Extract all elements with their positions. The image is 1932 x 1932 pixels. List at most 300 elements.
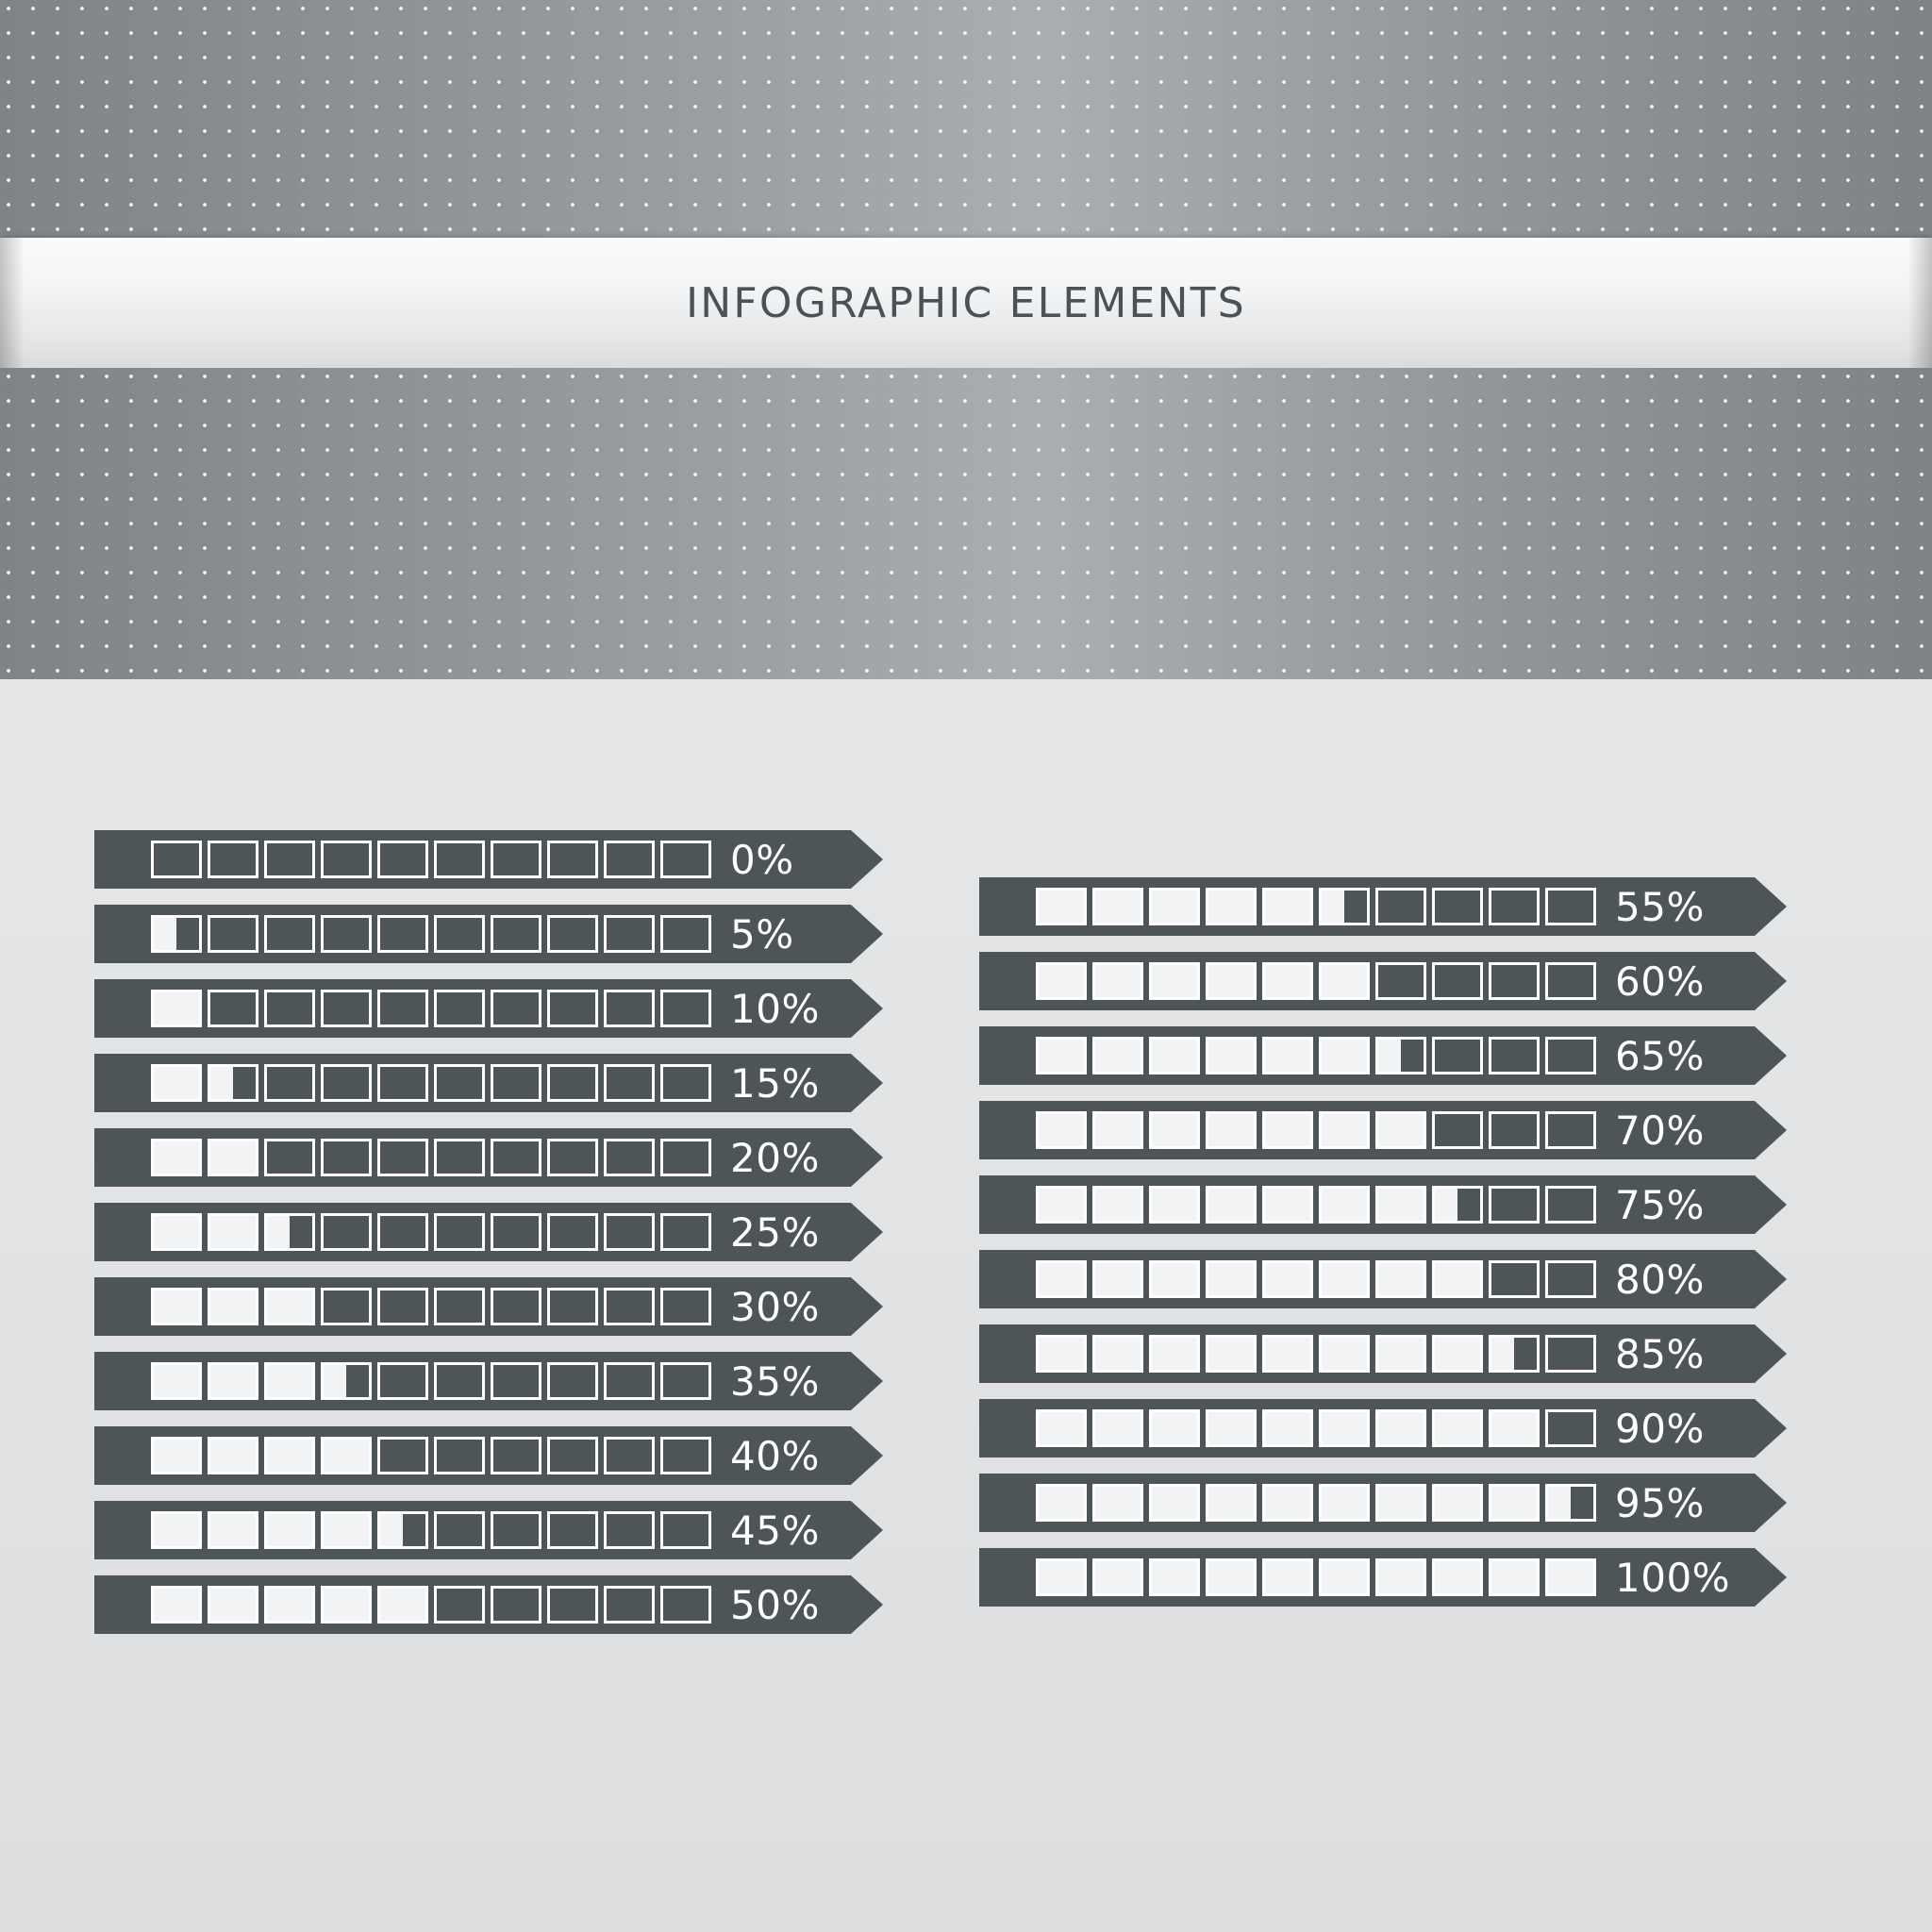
progress-bar-segment-fill [1435,1561,1480,1593]
progress-bar-segment-fill [210,1440,256,1472]
progress-bar-segment [208,1139,258,1176]
progress-bar-segment [1092,1335,1143,1373]
progress-bar-segment [491,1362,541,1400]
progress-bar-segment [1432,962,1483,1000]
progress-bar-segment [264,915,315,953]
progress-bar-segment-fill [1152,891,1197,923]
progress-bar-segment [1432,1409,1483,1447]
progress-bar-segment [1319,1558,1370,1596]
progress-bar-segment [321,1213,372,1251]
progress-bar-segment [547,841,598,878]
progress-bar-segment-fill [1095,1487,1141,1519]
progress-bar-segment [208,1511,258,1549]
progress-bar-segment [1375,1037,1426,1074]
progress-bar-segment [547,1139,598,1176]
progress-bar-segment [208,841,258,878]
progress-bar-segment-fill [1378,1561,1424,1593]
progress-bar-segment [1262,1558,1313,1596]
progress-bar-segment-fill [267,1216,290,1248]
progress-bar-segment [660,1064,711,1102]
progress-bar-segments [151,1139,711,1176]
progress-bar-segment [264,1288,315,1325]
progress-bar-segment [1206,1111,1257,1149]
progress-bar-segment [1545,1484,1596,1522]
progress-bar-segment [604,841,655,878]
progress-bar-segment-fill [1152,965,1197,997]
progress-bar-segment [321,1586,372,1624]
progress-bar-segment [377,990,428,1027]
progress-bar-value-label: 65% [1615,1032,1705,1079]
progress-bar-segment-fill [1208,1189,1254,1221]
progress-bar-segment [208,1288,258,1325]
progress-bar-segment [151,1437,202,1474]
progress-bar-segment [604,1511,655,1549]
progress-bar-segment [1092,962,1143,1000]
progress-bar-value-label: 70% [1615,1107,1705,1154]
progress-bar-segment [1262,888,1313,925]
progress-bar-segment [1489,1260,1540,1298]
progress-bar-arrow-tip [1755,1324,1787,1383]
progress-bar-segment [1432,888,1483,925]
progress-bar-segment-fill [1265,1189,1310,1221]
progress-bar-segment [321,1511,372,1549]
progress-bar-value-label: 90% [1615,1405,1705,1452]
progress-bar-segment [491,1586,541,1624]
progress-bar-segment [434,990,485,1027]
progress-bar-segment [491,1437,541,1474]
progress-bar-value-label: 0% [730,836,794,883]
progress-bar-segment [1149,1186,1200,1224]
progress-bar-arrow-tip [1755,1474,1787,1532]
progress-bar-segment [264,1139,315,1176]
progress-bar-segment [1036,1037,1087,1074]
progress-bar-segment-fill [1378,1412,1424,1444]
progress-bar-segment-fill [154,1440,199,1472]
progress-bar-value-label: 100% [1615,1554,1731,1601]
progress-bar-segment [660,915,711,953]
progress-bar-value-label: 15% [730,1059,820,1107]
progress-bar-segments [1036,1037,1596,1074]
progress-bar-segment [377,1437,428,1474]
progress-bar-segment [604,1139,655,1176]
progress-bar-arrow-tip [1755,1026,1787,1085]
progress-bar-segment-fill [1378,1189,1424,1221]
progress-bar-segment-fill [1208,1561,1254,1593]
progress-bar-segment [434,841,485,878]
progress-bar-segment [264,1362,315,1400]
progress-bar-segment [547,915,598,953]
progress-bar-segment [1489,888,1540,925]
progress-bar-segment [660,1288,711,1325]
progress-bar-segment [491,1064,541,1102]
progress-bar-segment [1375,1409,1426,1447]
progress-bar-segment [1149,1558,1200,1596]
progress-bar-segment-fill [1208,965,1254,997]
progress-bar-segment [1375,1260,1426,1298]
progress-bar-segment [434,1362,485,1400]
progress-bar-segment-fill [210,1589,256,1621]
progress-bar-segment-fill [154,1514,199,1546]
progress-bar-segment-fill [1491,1561,1537,1593]
progress-bar-segment [1092,1186,1143,1224]
progress-bar-value-label: 20% [730,1134,820,1181]
progress-bar-segment [1149,962,1200,1000]
progress-bar-segment [1489,1409,1540,1447]
progress-bar-segment [604,1213,655,1251]
progress-bar-segment [1319,1484,1370,1522]
progress-bar-segment [377,1139,428,1176]
progress-bar-segment [1149,1111,1200,1149]
progress-bar-segment-fill [267,1291,312,1323]
progress-bar-segment [264,1213,315,1251]
progress-bar-segments [1036,1409,1596,1447]
header-dot-pattern-bottom [0,368,1932,679]
progress-bar-segment [434,1288,485,1325]
progress-bar-arrow-tip [851,1203,883,1261]
progress-bar-segment-fill [1039,1412,1084,1444]
progress-bar-segment [1036,962,1087,1000]
progress-bar-segment [264,841,315,878]
progress-bar-segment [1545,1558,1596,1596]
progress-bar-segment [434,1511,485,1549]
progress-bar-segment [604,1064,655,1102]
progress-bar-segment [208,1437,258,1474]
progress-bar-segment-fill [210,1365,256,1397]
progress-bar-segment [321,1064,372,1102]
progress-bar-segment [321,990,372,1027]
progress-bar-segment [208,990,258,1027]
progress-bar-segment-fill [1265,1114,1310,1146]
progress-bar-arrow-tip [1755,952,1787,1010]
progress-bar-segment-fill [267,1514,312,1546]
progress-bar-segment [1262,1186,1313,1224]
progress-bar-segment-fill [1265,1561,1310,1593]
progress-bar-segment [208,1362,258,1400]
progress-bar-segment [604,1437,655,1474]
progress-bar-segment [151,1586,202,1624]
progress-bar-segment [1432,1037,1483,1074]
progress-bar-segment-fill [154,1141,199,1174]
progress-bar-segment [604,915,655,953]
progress-bar-segment [1149,888,1200,925]
progress-bar-segments [1036,1335,1596,1373]
progress-bar-segment-fill [210,1216,256,1248]
progress-bar-segment-fill [1152,1189,1197,1221]
progress-bar-segment-fill [1322,1412,1367,1444]
progress-bar-segment [377,1586,428,1624]
progress-bar-segment [1206,1409,1257,1447]
progress-bar-segment [1489,1111,1540,1149]
ribbon-right-shadow [1907,238,1932,368]
progress-bar-segment-fill [1322,1114,1367,1146]
progress-bar-segment [1036,1186,1087,1224]
progress-bar-segments [1036,1186,1596,1224]
progress-bar-segment-fill [1491,1487,1537,1519]
progress-bar-segment [1149,1335,1200,1373]
progress-bar-segment [491,1288,541,1325]
progress-bar-arrow-tip [851,1426,883,1485]
progress-bar-segment [321,1437,372,1474]
progress-bar-segment-fill [1039,1189,1084,1221]
progress-bar-segment-fill [1152,1561,1197,1593]
progress-bar-segment [660,1213,711,1251]
progress-bar-segment-fill [1265,891,1310,923]
progress-bar-segment [264,1511,315,1549]
progress-bar-segment-fill [324,1440,369,1472]
progress-bar-segment [604,1362,655,1400]
progress-bar-segment-fill [1265,1338,1310,1370]
progress-bar-segment [434,1064,485,1102]
progress-bar-value-label: 10% [730,985,820,1032]
progress-bar-segment [1319,1186,1370,1224]
progress-bar-segment [1036,1558,1087,1596]
progress-bar-segment [1432,1335,1483,1373]
progress-bar-segment-fill [210,1514,256,1546]
progress-bar-segment [1262,1335,1313,1373]
progress-bar-segment [1545,1260,1596,1298]
progress-bar-segment [1545,1186,1596,1224]
progress-bar-segment-fill [1095,1338,1141,1370]
progress-bar-arrow-tip [851,1128,883,1187]
progress-bar-segment [264,1064,315,1102]
progress-bar-segment [1092,888,1143,925]
progress-bar-segment [1319,888,1370,925]
progress-bar-value-label: 60% [1615,958,1705,1005]
progress-bar-segment-fill [1265,1487,1310,1519]
progress-bar-segment-fill [1378,1263,1424,1295]
progress-bar-segment [1036,1484,1087,1522]
progress-bar-segment-fill [380,1514,403,1546]
progress-bar-segment [1545,962,1596,1000]
progress-bar-segment [377,1213,428,1251]
progress-bar-segment [1319,1409,1370,1447]
progress-bar-segment [1206,888,1257,925]
progress-bar-segment-fill [1095,1040,1141,1072]
progress-bar-segment-fill [1265,965,1310,997]
progress-bar-segment [491,1139,541,1176]
progress-bar-segment [377,915,428,953]
progress-bar-arrow-tip [851,979,883,1038]
ribbon-left-shadow [0,238,25,368]
progress-bar-segment-fill [154,1365,199,1397]
progress-bar-value-label: 40% [730,1432,820,1479]
progress-bar-segment [1545,888,1596,925]
progress-bar-value-label: 95% [1615,1479,1705,1526]
title-ribbon [0,238,1932,368]
header-dot-pattern-top [0,0,1932,238]
progress-bar-segment-fill [1322,1487,1367,1519]
progress-bar-segment-fill [1039,1487,1084,1519]
progress-bar-segment [1149,1037,1200,1074]
progress-bar-segment [547,990,598,1027]
progress-bar-segment [660,1437,711,1474]
progress-bar-segment [1432,1484,1483,1522]
progress-bar-segment [1375,1484,1426,1522]
progress-bar-segment-fill [380,1589,425,1621]
progress-bar-segment [151,1362,202,1400]
progress-bar-segment [491,841,541,878]
progress-bar-segment-fill [1095,965,1141,997]
progress-bar-segment [1149,1260,1200,1298]
progress-bar-segment [660,841,711,878]
progress-bar-segment-fill [1491,1412,1537,1444]
progress-bar-segment-fill [1322,1561,1367,1593]
progress-bar-segment-fill [1095,1189,1141,1221]
progress-bar-segment [151,1288,202,1325]
progress-bar-segment [1206,1484,1257,1522]
progress-bar-segment [1036,1335,1087,1373]
progress-bar-segment [264,990,315,1027]
progress-bar-segment [264,1586,315,1624]
progress-bar-segment-fill [1152,1487,1197,1519]
page-title: INFOGRAPHIC ELEMENTS [686,278,1246,327]
progress-bar-segment-fill [1322,1338,1367,1370]
progress-bar-segment-fill [1378,1040,1401,1072]
progress-bar-segment [491,915,541,953]
progress-bar-segment [377,841,428,878]
progress-bar-segment [1319,1260,1370,1298]
progress-bar-value-label: 75% [1615,1181,1705,1228]
progress-bar-segment [604,1586,655,1624]
progress-bar-segment-fill [154,1589,199,1621]
progress-bar-segment [547,1064,598,1102]
progress-bar-segment [1262,1409,1313,1447]
progress-bar-segment-fill [1208,1114,1254,1146]
progress-bar-segment [491,990,541,1027]
progress-bar-segment [208,1213,258,1251]
progress-bar-segment [1489,1335,1540,1373]
progress-bar-arrow-tip [851,1352,883,1410]
progress-bar-segment [547,1213,598,1251]
progress-bar-arrow-tip [1755,1399,1787,1457]
progress-bar-segment [1375,962,1426,1000]
progress-bar-segment [321,915,372,953]
progress-bar-segments [151,1064,711,1102]
progress-bar-segment-fill [1435,1412,1480,1444]
progress-bar-segment-fill [324,1589,369,1621]
progress-bar-segment [1036,1409,1087,1447]
progress-bar-segment-fill [1095,1412,1141,1444]
progress-bar-segment [1489,1037,1540,1074]
progress-bar-segments [1036,1260,1596,1298]
progress-bar-segment [1262,962,1313,1000]
progress-bar-segment [151,915,202,953]
progress-bar-value-label: 5% [730,910,794,958]
progress-bar-segment [1432,1111,1483,1149]
progress-bar-segment [1489,1484,1540,1522]
progress-bar-segment [1092,1484,1143,1522]
progress-bar-segments [151,1511,711,1549]
progress-bar-segments [151,841,711,878]
progress-bar-arrow-tip [851,1054,883,1112]
progress-bar-segment-fill [1322,965,1367,997]
progress-bar-segment-fill [210,1067,233,1099]
progress-bar-segment-fill [1208,1040,1254,1072]
progress-bar-segment-fill [1548,1487,1571,1519]
progress-bar-segment [604,990,655,1027]
progress-bar-segment-fill [1095,1114,1141,1146]
progress-bar-segment [547,1586,598,1624]
progress-bar-segment-fill [1095,891,1141,923]
progress-bar-segment [1489,1186,1540,1224]
progress-bar-segments [1036,962,1596,1000]
progress-bar-segment-fill [1378,1487,1424,1519]
progress-bar-segment [604,1288,655,1325]
progress-bar-segments [151,1437,711,1474]
progress-bar-segment-fill [1152,1040,1197,1072]
progress-bar-segment [1092,1409,1143,1447]
progress-bar-segment [1319,962,1370,1000]
progress-bar-segment [1262,1037,1313,1074]
progress-bar-segments [151,915,711,953]
progress-bar-segment [547,1437,598,1474]
progress-bar-segment [1206,1186,1257,1224]
progress-bar-segment [660,1139,711,1176]
progress-bar-segment [1319,1037,1370,1074]
progress-bar-segments [1036,1484,1596,1522]
progress-bar-arrow-tip [851,905,883,963]
progress-bar-segment [1092,1260,1143,1298]
progress-bar-segment-fill [1378,1338,1424,1370]
progress-bar-value-label: 30% [730,1283,820,1330]
progress-bar-segment [151,1511,202,1549]
progress-bar-segment-fill [1039,891,1084,923]
progress-bar-segment [321,1139,372,1176]
progress-bar-segment [1545,1037,1596,1074]
progress-bar-segment-fill [267,1589,312,1621]
progress-bar-segment-fill [267,1440,312,1472]
progress-bar-segments [151,1586,711,1624]
progress-bar-segment [321,1288,372,1325]
progress-bar-segment [1375,1111,1426,1149]
progress-bar-segment-fill [324,1365,346,1397]
progress-bar-segment-fill [210,1141,256,1174]
progress-bar-segment-fill [154,1216,199,1248]
progress-bar-segment [660,990,711,1027]
progress-bar-segment [547,1511,598,1549]
progress-bar-segment-fill [1095,1263,1141,1295]
progress-bar-arrow-tip [1755,877,1787,936]
progress-bar-segment-fill [1322,1040,1367,1072]
progress-bar-segment-fill [1152,1338,1197,1370]
progress-bar-segments [1036,1558,1596,1596]
progress-bar-segments [151,990,711,1027]
progress-bar-arrow-tip [851,830,883,889]
progress-bar-segment [1489,1558,1540,1596]
progress-bar-segment [1149,1409,1200,1447]
progress-bar-segment [1206,1558,1257,1596]
progress-bar-segment-fill [1039,965,1084,997]
progress-bar-segment [1206,962,1257,1000]
progress-bar-segment-fill [1548,1561,1593,1593]
progress-bar-segment-fill [1039,1338,1084,1370]
progress-bar-segment [1036,888,1087,925]
progress-bar-segment-fill [1039,1040,1084,1072]
progress-bar-arrow-tip [1755,1250,1787,1308]
progress-bar-segment [208,1586,258,1624]
progress-bar-segment [434,1213,485,1251]
progress-bar-segment-fill [1208,1487,1254,1519]
progress-bar-segment [208,915,258,953]
progress-bar-segments [151,1288,711,1325]
progress-bar-segment [1545,1111,1596,1149]
progress-bar-segment [377,1511,428,1549]
progress-bar-segment-fill [267,1365,312,1397]
progress-bar-segment [377,1288,428,1325]
progress-bar-segment [660,1511,711,1549]
progress-bar-segment [434,1139,485,1176]
progress-bar-value-label: 45% [730,1507,820,1554]
